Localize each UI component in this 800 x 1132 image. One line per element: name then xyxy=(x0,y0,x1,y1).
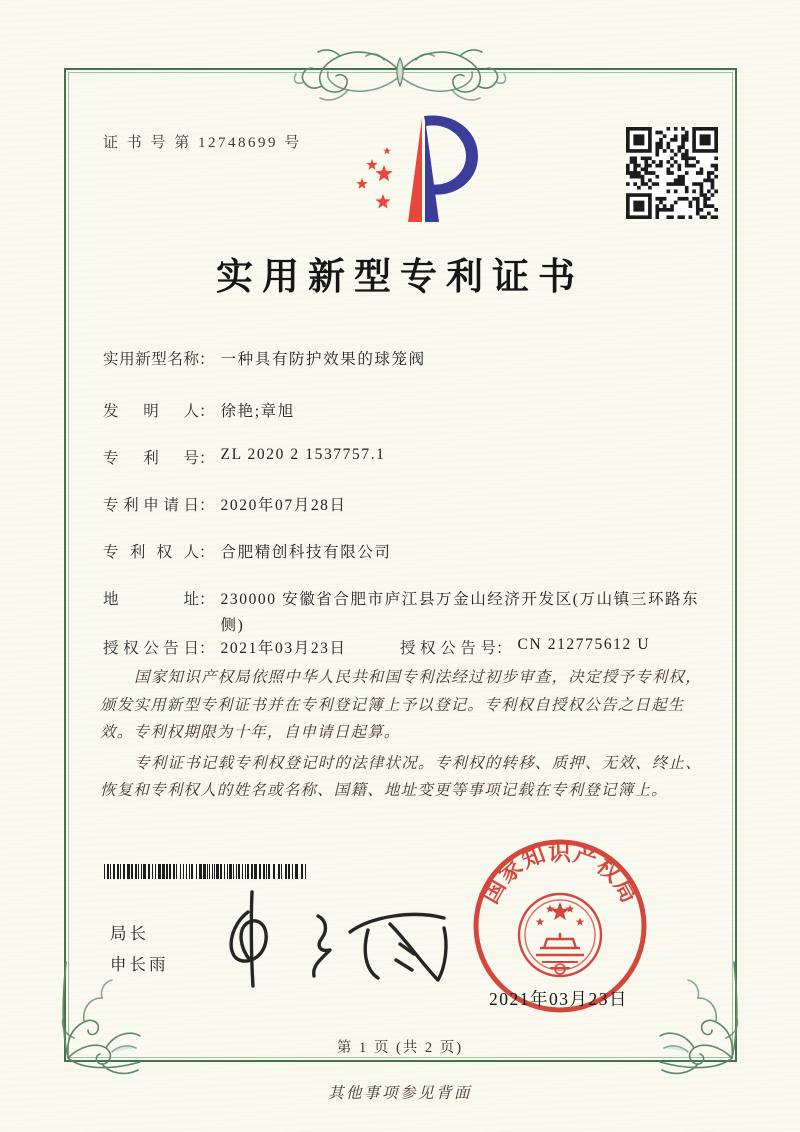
commissioner-signature xyxy=(222,886,462,996)
legal-paragraph-1: 国家知识产权局依照中华人民共和国专利法经过初步审查，决定授予专利权，颁发实用新型专利证书并在专利登记簿上予以登记。专利权自授权公告之日起生效。专利权期限为十年，自申请日起算。 xyxy=(100,669,702,741)
seal-ring-text: 国家知识产权局 xyxy=(477,839,643,908)
seal-stars xyxy=(536,902,585,926)
field-label: 地 址 xyxy=(103,591,199,608)
certificate-title: 实用新型专利证书 xyxy=(216,257,584,298)
field-label: 专 利 申 请 日 xyxy=(103,497,199,514)
field-label: 专 利 号 xyxy=(103,450,199,467)
page-number: 第 1 页 (共 2 页) xyxy=(336,1040,464,1056)
qr-code xyxy=(626,127,718,219)
field-label: 授 权 公 告 号 xyxy=(400,640,496,657)
field-value: ZL 2020 2 1537757.1 xyxy=(220,446,386,463)
field-grant-number: 授 权 公 告 号 ： CN 212775612 U xyxy=(400,636,651,657)
field-value: 徐艳;章旭 xyxy=(220,403,295,420)
field-value: 230000 安徽省合肥市庐江县万金山经济开发区(万山镇三环路东侧) xyxy=(220,591,700,634)
field-value: 合肥精创科技有限公司 xyxy=(220,544,392,561)
legal-text-block xyxy=(100,664,708,808)
field-address: 地 址 ： 230000 安徽省合肥市庐江县万金山经济开发区(万山镇三环路东侧) xyxy=(103,587,707,639)
logo-stars xyxy=(356,147,392,209)
commissioner-name: 申长雨 xyxy=(110,955,169,974)
field-label: 专 利 权 人 xyxy=(103,544,199,561)
field-utility-model-name: 实 用 新 型 名 称 ： 一种具有防护效果的球笼阀 xyxy=(103,347,707,369)
field-label: 授 权 公 告 日 xyxy=(103,640,199,657)
commissioner-title: 局长 xyxy=(110,924,149,943)
back-note: 其他事项参见背面 xyxy=(327,1085,472,1102)
seal-date: 2021年03月23日 xyxy=(489,989,628,1009)
legal-paragraph-2: 专利证书记载专利权登记时的法律状况。专利权的转移、质押、无效、终止、恢复和专利权人的姓名或名称、国籍、地址变更等事项记载在专利登记簿上。 xyxy=(100,754,702,799)
field-grant-row: 授 权 公 告 日 ： 2021年03月23日 授 权 公 告 号 ： CN 212775612 U xyxy=(103,636,651,657)
bottom-right-flourish-ornament xyxy=(648,942,748,1084)
logo-p-shape xyxy=(408,115,478,222)
field-label: 发 明 人 xyxy=(103,403,199,420)
field-patentee: 专 利 权 人 ： 合肥精创科技有限公司 xyxy=(103,540,707,562)
certificate-number: 证 书 号 第 12748699 号 xyxy=(103,135,302,151)
field-patent-number: 专 利 号 ： ZL 2020 2 1537757.1 xyxy=(103,446,386,467)
cnipa-logo xyxy=(338,110,506,234)
field-label: 实 用 新 型 名 称 xyxy=(103,351,199,368)
grant-number-value: CN 212775612 U xyxy=(517,636,651,653)
top-flourish-ornament xyxy=(288,42,512,108)
field-inventor: 发 明 人 ： 徐艳;章旭 xyxy=(103,399,707,421)
field-value: 一种具有防护效果的球笼阀 xyxy=(220,351,426,368)
grant-date-value: 2021年03月23日 xyxy=(220,640,347,657)
field-value: 2020年07月28日 xyxy=(220,497,347,514)
barcode xyxy=(104,864,310,879)
field-filing-date: 专 利 申 请 日 ： 2020年07月28日 xyxy=(103,493,707,515)
